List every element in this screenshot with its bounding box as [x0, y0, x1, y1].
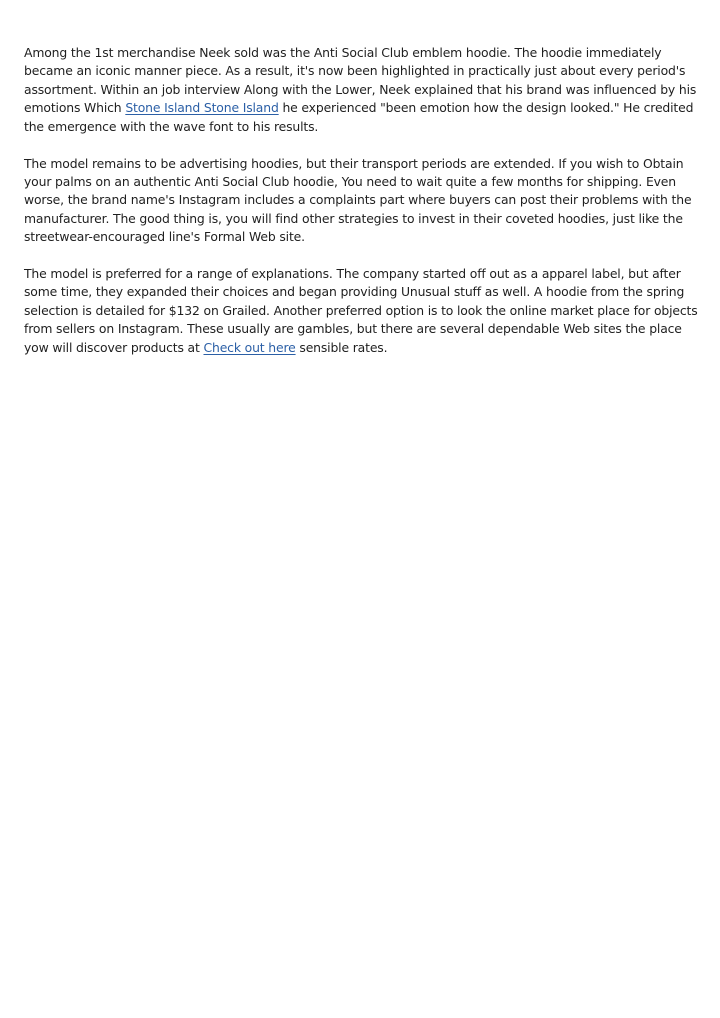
check-out-here-link[interactable]: Check out here [203, 339, 296, 355]
paragraph-3-text-start: The model is preferred for a range of explanations. The company started off out as a apparel label, but after some time, they expanded their choices and began providing Unusual stuff as well. A hoodie from the spring selection is detailed for $132 on Grailed. Another preferred option is to look the online market place for objects from sellers on Instagram. These usually are gambles, but there are several dependable Web sites the place yow will discover products at [24, 266, 698, 355]
paragraph-3-text-end: sensible rates. [295, 339, 388, 355]
article-body [24, 44, 699, 376]
stone-island-link[interactable]: Stone Island Stone Island [125, 100, 279, 116]
paragraph-1 [24, 44, 699, 136]
paragraph-2: The model remains to be advertising hoodies, but their transport periods are extended. If you wish to Obtain your palms on an authentic Anti Social Club hoodie, You need to wait quite a few months for shipping. Even worse, the brand name's Instagram includes a complaints part where buyers can post their problems with the manufacturer. The good thing is, you will find other strategies to invest in their coveted hoodies, just like the streetwear-encouraged line's Formal Web site. [24, 155, 692, 245]
paragraph-3 [24, 265, 699, 357]
paragraph-1-text-start: Among the 1st merchandise Neek sold was the Anti Social Club emblem hoodie. The hoodie immediately became an iconic manner piece. As a result, it's now been highlighted in practically just about every period's assortment. Within an job interview Along with the Lower, Neek explained that his brand was influenced by his emotions Which [24, 45, 697, 116]
paragraph-1-text-end: he experienced "been emotion how the design looked." He credited the emergence with the wave font to his results. [24, 100, 694, 134]
